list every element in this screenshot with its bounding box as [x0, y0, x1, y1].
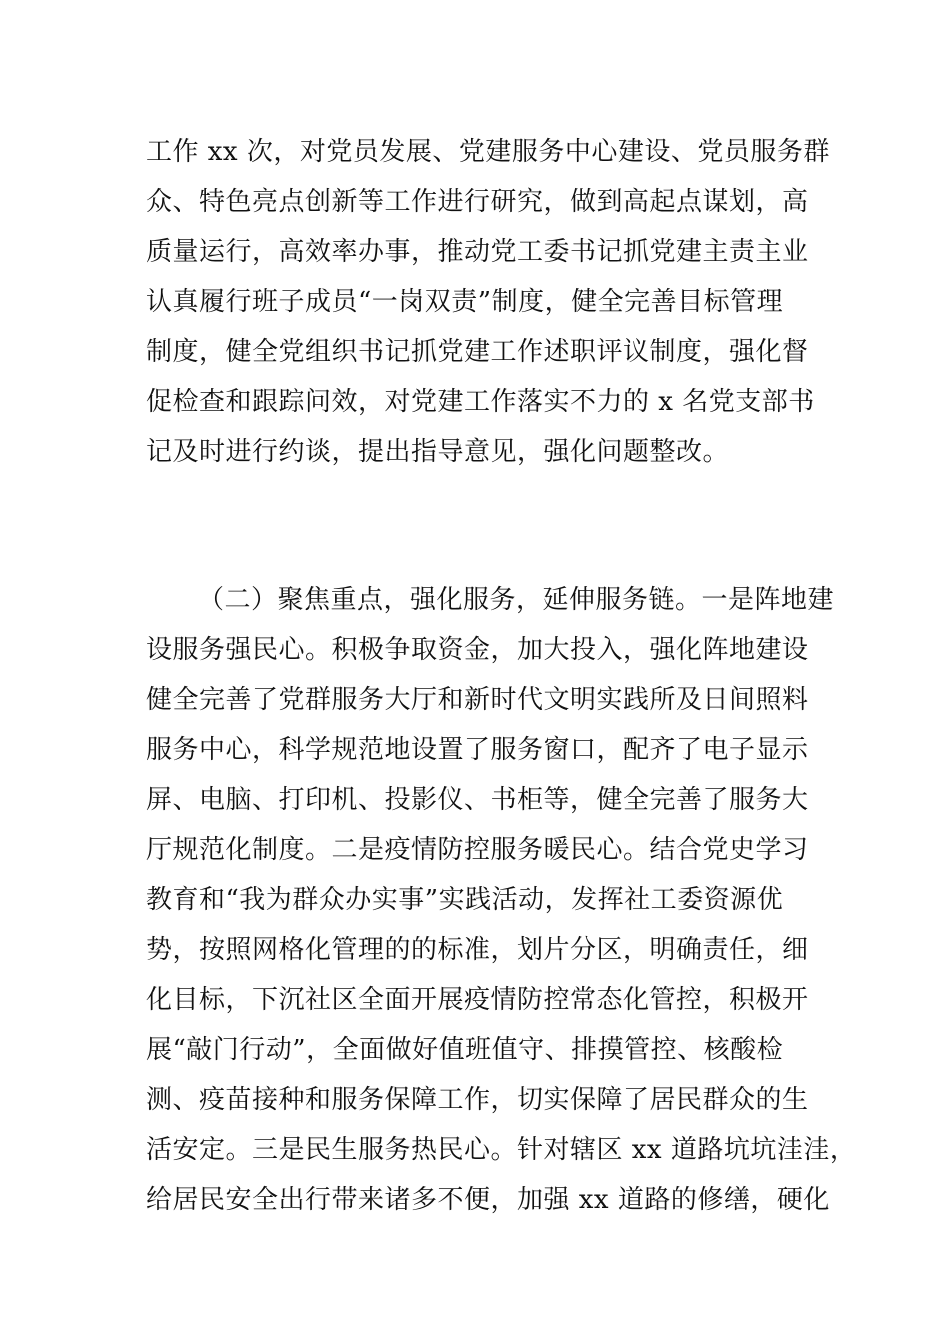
text-line: 工作 xx 次，对党员发展、党建服务中心建设、党员服务群 — [146, 137, 830, 167]
text-line: 活安定。三是民生服务热民心。针对辖区 xx 道路坑坑洼洼， — [146, 1135, 857, 1165]
text-line: 势，按照网格化管理的的标准，划片分区，明确责任，细 — [146, 935, 809, 965]
text-line: 化目标，下沉社区全面开展疫情防控常态化管控，积极开 — [146, 985, 809, 1015]
paragraph-party-building-work — [146, 127, 830, 477]
text-line: 记及时进行约谈，提出指导意见，强化问题整改。 — [146, 437, 730, 467]
text-line: 厅规范化制度。二是疫情防控服务暖民心。结合党史学习 — [146, 835, 809, 865]
text-line: 给居民安全出行带来诸多不便，加强 xx 道路的修缮，硬化 — [146, 1185, 830, 1215]
text-line: 测、疫苗接种和服务保障工作，切实保障了居民群众的生 — [146, 1085, 809, 1115]
section-heading-line: （二）聚焦重点，强化服务，延伸服务链。一是阵地建 — [198, 585, 835, 615]
text-line: 质量运行，高效率办事，推动党工委书记抓党建主责主业 — [146, 237, 809, 267]
text-line: 屏、电脑、打印机、投影仪、书柜等，健全完善了服务大 — [146, 785, 809, 815]
text-line: 促检查和跟踪问效，对党建工作落实不力的 x 名党支部书 — [146, 387, 815, 417]
text-line: 展“敲门行动”，全面做好值班值守、排摸管控、核酸检 — [146, 1035, 784, 1065]
text-line: 制度，健全党组织书记抓党建工作述职评议制度，强化督 — [146, 337, 809, 367]
text-line: 健全完善了党群服务大厅和新时代文明实践所及日间照料 — [146, 685, 809, 715]
paragraph-service-chain — [146, 575, 857, 1225]
text-line: 教育和“我为群众办实事”实践活动，发挥社工委资源优 — [146, 885, 784, 915]
text-line: 认真履行班子成员“一岗双责”制度，健全完善目标管理 — [146, 287, 784, 317]
text-line: 设服务强民心。积极争取资金，加大投入，强化阵地建设 — [146, 635, 809, 665]
text-line: 服务中心，科学规范地设置了服务窗口，配齐了电子显示 — [146, 735, 809, 765]
text-line: 众、特色亮点创新等工作进行研究，做到高起点谋划，高 — [146, 187, 809, 217]
